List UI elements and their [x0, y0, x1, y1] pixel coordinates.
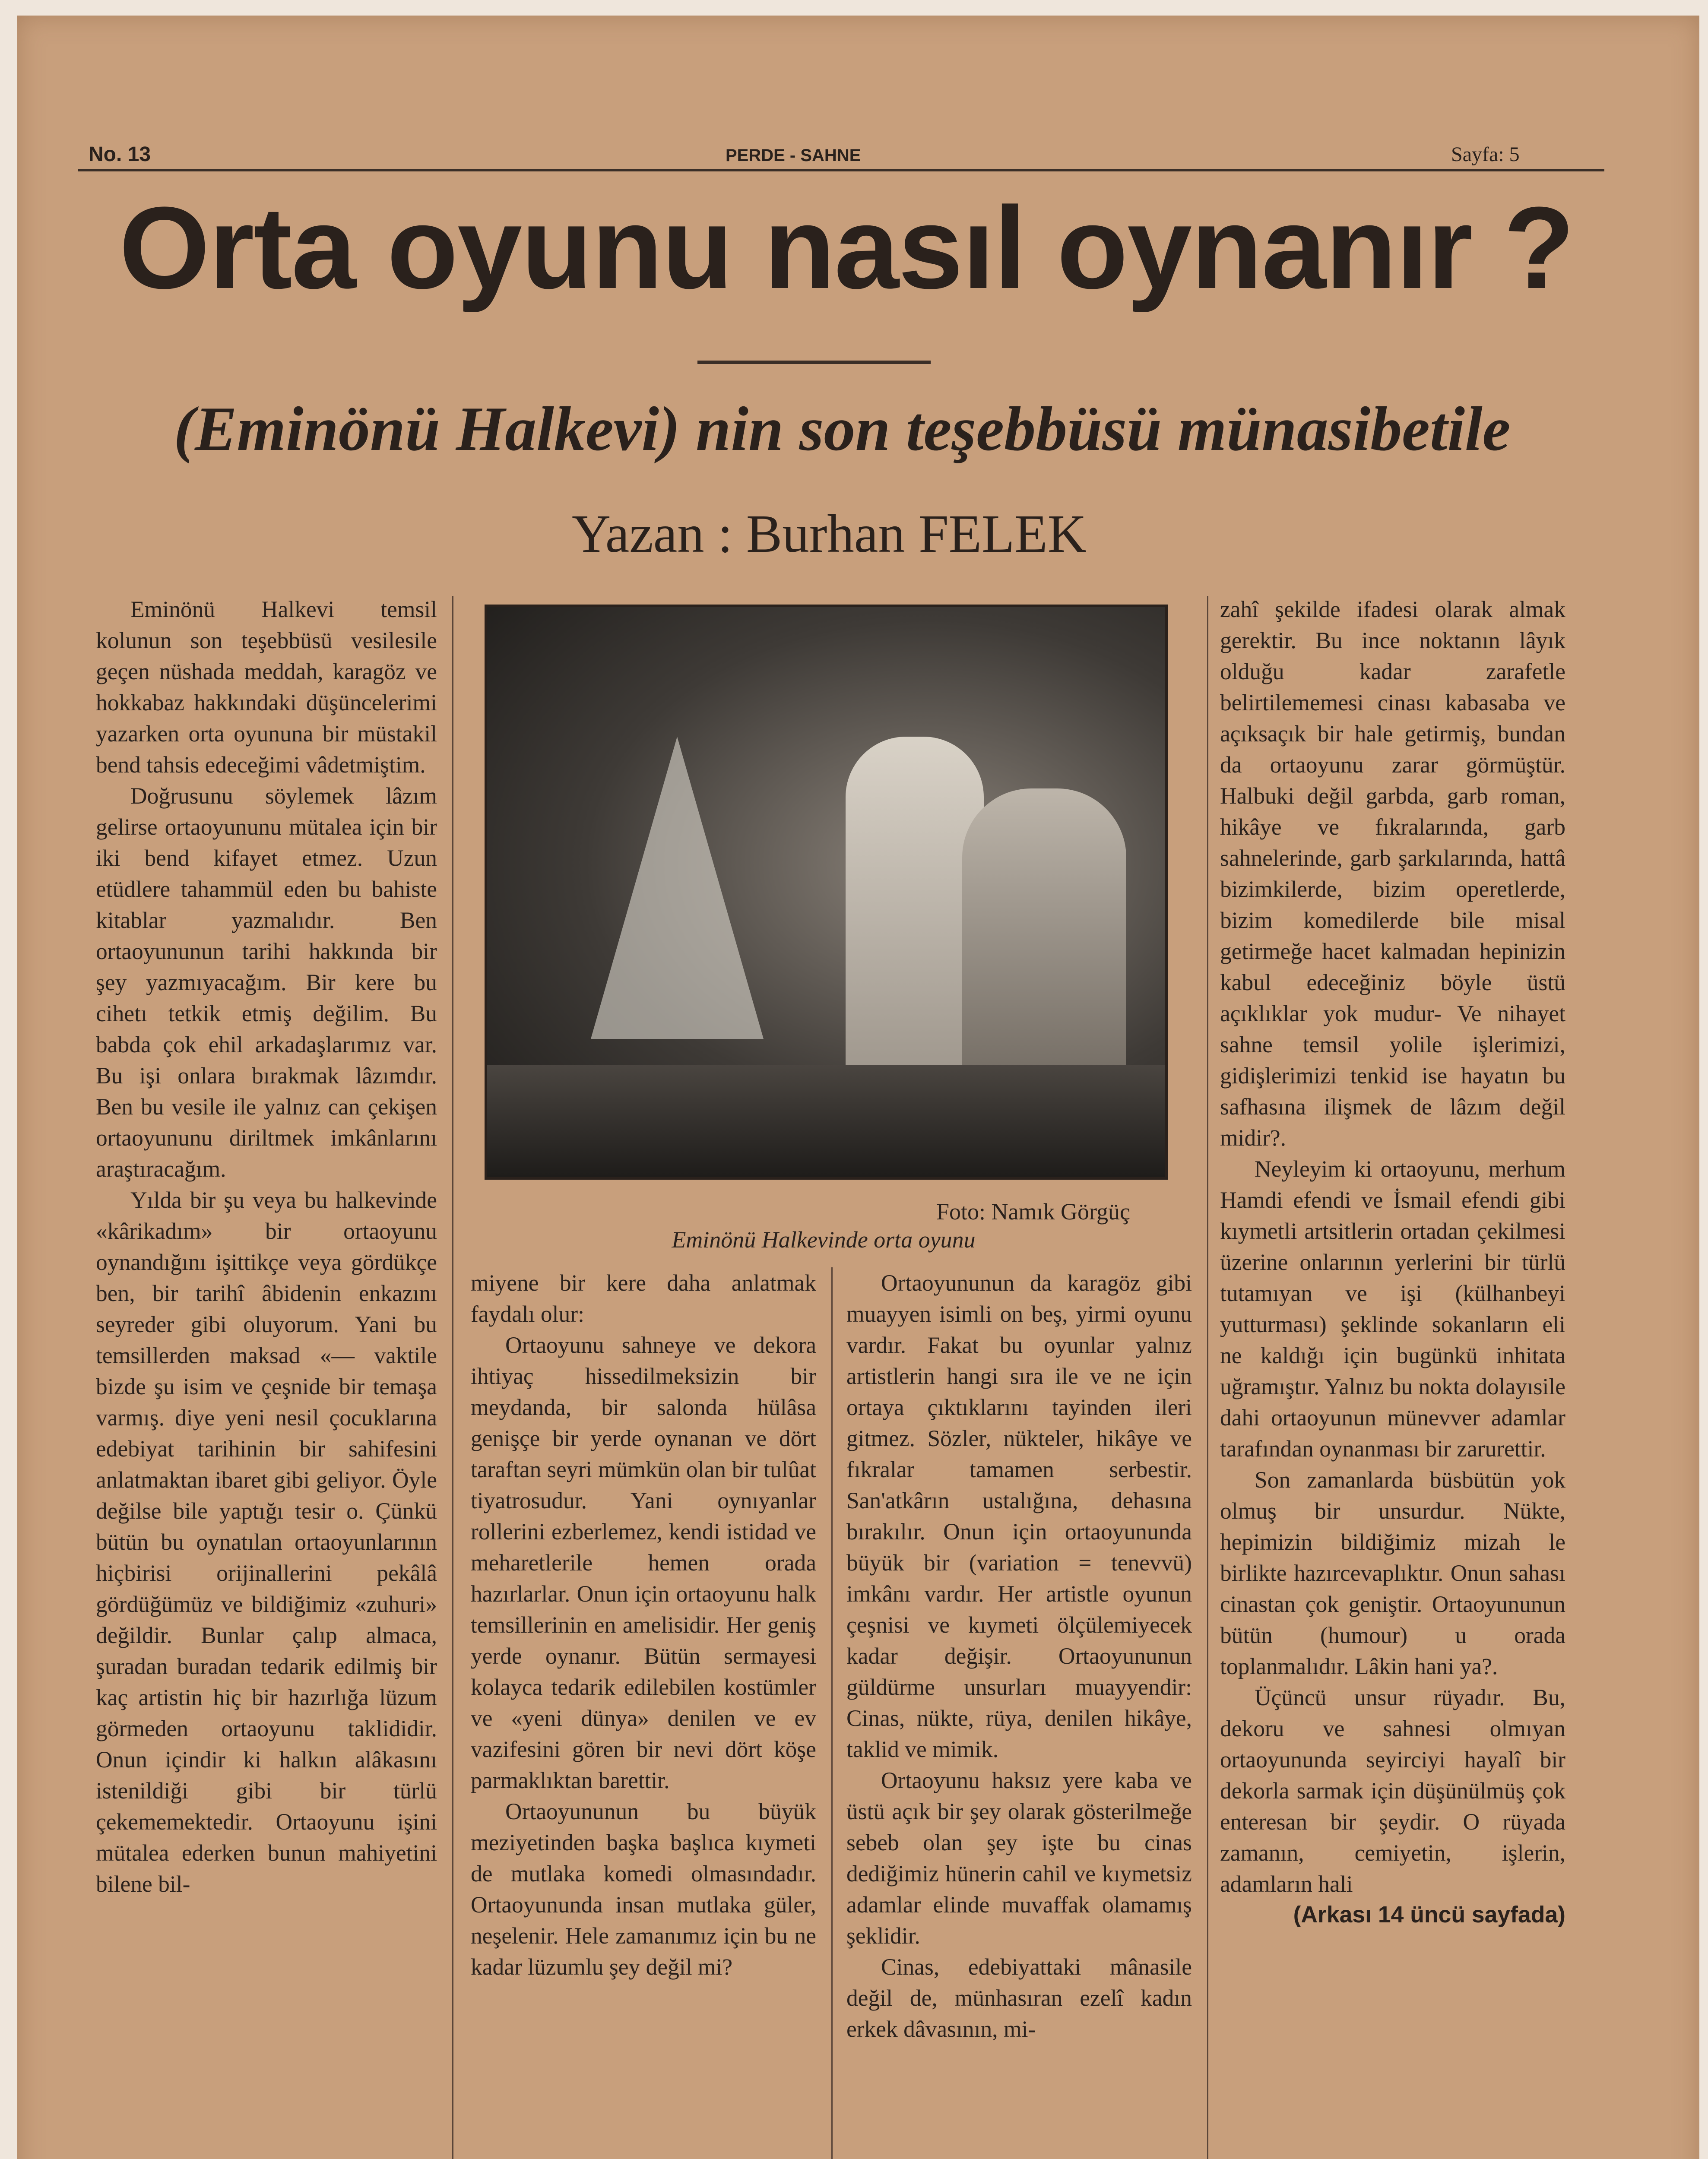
photo-credit: Foto: Namık Görgüç: [936, 1199, 1130, 1225]
photo-caption: Eminönü Halkevinde orta oyunu: [672, 1227, 976, 1253]
author-byline: Yazan : Burhan FELEK: [571, 504, 1087, 564]
paragraph: Üçüncü unsur rüyadır. Bu, dekoru ve sahnesi olmıyan ortaoyununda seyirciyi hayalî bir dekorla sarmak için düşünülmüş çok enteresan bir şeydir. O rüyada zamanın, cemiyetin, işlerin, adamların hali: [1220, 1684, 1565, 1897]
header-rule: [78, 169, 1604, 171]
issue-number: No. 13: [89, 143, 151, 166]
paragraph: Son zamanlarda büsbütün yok olmuş bir unsurdur. Nükte, hepimizin bildiğimiz mizah le birlikte hazırcevaplıktır. Onun sahası cinastan çok geniştir. Ortaoyununun bütün (humour) u orada toplanmalıdır. Lâkin hani ya?.: [1220, 1467, 1565, 1679]
ornament-divider: [697, 361, 931, 364]
column-2: [471, 1267, 816, 1982]
paragraph: Ortaoyunu haksız yere kaba ve üstü açık bir şey olarak gösterilmeğe sebeb olan şey işte bu cinas dediğimiz hünerin cahil ve kıymetsiz adamlar elinde muvaffak olamamış şeklidir.: [846, 1767, 1192, 1949]
paragraph: Ortaoyunu sahneye ve dekora ihtiyaç hissedilmeksizin bir meydanda, bir salonda hülâsa genişçe bir yerde oynanan ve dört taraftan seyri mümkün olan bir tulûat tiyatrosudur. Yani oynıyanlar rollerini ezberlemez, kendi istidad ve meharetlerile hemen orada hazırlarlar. Onun için ortaoyunu halk temsillerinin en amelisidir. Her geniş yerde oynanır. Bütün sermayesi kolayca tedarik edilebilen kostümler ve «yeni dünya» denilen ve ev vazifesini gören bir nevi dört köşe parmaklıktan barettir.: [471, 1332, 816, 1793]
article-subtitle: (Eminönü Halkevi) nin son teşebbüsü münasibetile: [174, 394, 1511, 464]
column-3: [846, 1267, 1192, 2045]
curtain-shape: [591, 737, 764, 1039]
publication-name: PERDE - SAHNE: [726, 146, 861, 165]
paragraph: Yılda bir şu veya bu halkevinde «kârikadım» bir ortaoyunu oynandığını işittikçe veya gördükçe ben, bir tarihî âbidenin enkazını seyreder gibi oluyorum. Yani bu temsillerden maksad «— vaktile bizde şu isim ve çeşnide bir temaşa varmış. diye yeni nesil çocuklarına edebiyat tarihinin bir sahifesini anlatmaktan ibaret gibi geliyor. Öyle değilse bile yaptığı tesir o. Çünkü bütün bu oynatılan ortaoyunlarının hiçbirisi orijinallerini pekâlâ gördüğümüz ve bildiğimiz «zuhuri» değildir. Bunlar çalıp almaca, şuradan buradan tedarik edilmiş bir kaç artistin hiç bir hazırlığa lüzum görmeden ortaoyunu taklididir. Onun içindir ki halkın alâkasını istenildiği gibi bir türlü çekememektedir. Ortaoyunu işini mütalea ederken bunun mahiyetini bilene bil-: [96, 1187, 437, 1897]
page-number: Sayfa: 5: [1451, 143, 1520, 166]
paragraph: Eminönü Halkevi temsil kolunun son teşebbüsü vesilesile geçen nüshada meddah, karagöz ve hokkabaz hakkındaki düşüncelerimi yazarken orta oyununa bir müstakil bend tahsis edeceğimi vâdetmiştim.: [96, 596, 437, 778]
column-divider: [1207, 596, 1208, 2159]
audience-shadow: [487, 1065, 1165, 1177]
paragraph: Cinas, edebiyattaki mânasile değil de, münhasıran ezelî kadın erkek dâvasının, mi-: [846, 1954, 1192, 2042]
column-1: [96, 594, 437, 1899]
column-4: [1220, 594, 1565, 1931]
article-title: Orta oyunu nasıl oynanır ?: [119, 183, 1574, 313]
paragraph: miyene bir kere daha anlatmak faydalı olur:: [471, 1270, 816, 1327]
continued-note: (Arkası 14 üncü sayfada): [1293, 1902, 1565, 1928]
theatre-photo: [485, 605, 1168, 1180]
column-divider: [452, 596, 453, 2159]
column-divider: [831, 1267, 833, 2159]
paragraph: Ortaoyununun bu büyük meziyetinden başka başlıca kıymeti de mutlaka komedi olmasındadır. Ortaoyununda insan mutlaka güler, neşelenir. Hele zamanımız için bu ne kadar lüzumlu şey değil mi?: [471, 1798, 816, 1980]
paragraph: Neyleyim ki ortaoyunu, merhum Hamdi efendi ve İsmail efendi gibi kıymetli artsitlerin ortadan çekilmesi üzerine onlarının yerlerini bir türlü tutamıyan ve işi (külhanbeyi yutturması) şeklinde sokanların eli ne kaldığı için bugünkü inhitata uğramıştır. Yalnız bu nokta dolayısile dahi ortaoyunun münevver adamlar tarafından oynanması bir zarurettir.: [1220, 1156, 1565, 1462]
paragraph: Doğrusunu söylemek lâzım gelirse ortaoyununu mütalea için bir iki bend kifayet etmez. Uzun etüdlere tahammül eden bu bahiste kitablar yazmalıdır. Ben ortaoyununun tarihi hakkında bir şey yazmıyacağım. Bir kere bu cihetı tetkik etmiş değilim. Bu babda çok ehil arkadaşlarımız var. Bu işi onlara bırakmak lâzımdır. Ben bu vesile ile yalnız can çekişen ortaoyununu diriltmek imkânlarını araştıracağım.: [96, 783, 437, 1182]
paragraph: Ortaoyununun da karagöz gibi muayyen isimli on beş, yirmi oyunu vardır. Fakat bu oyunlar yalnız artistlerin hangi sıra ile ve ne için ortaya çıktıklarını tayinden ileri gitmez. Sözler, nükteler, hikâye ve fıkralar tamamen serbestir. San'atkârın ustalığına, dehasına bırakılır. Onun için ortaoyununda büyük bir (variation = tenevvü) imkânı vardır. Her artistle oyunun çeşnisi ve kıymeti ölçülemiyecek kadar değişir. Ortaoyununun güldürme unsurları muayyendir: Cinas, nükte, rüya, denilen hikâye, taklid ve mimik.: [846, 1270, 1192, 1762]
paragraph: zahî şekilde ifadesi olarak almak gerektir. Bu ince noktanın lâyık olduğu kadar zarafetle belirtilememesi cinası kabasaba ve açıksaçık bir hale getirmiş, bundan da ortaoyunu zarar görmüştür. Halbuki değil garbda, garb roman, hikâye ve fıkralarında, garb sahnelerinde, garb şarkılarında, hattâ bizimkilerde, bizim operetlerde, bizim komedilerde bile misal getirmeğe hacet kalmadan hepinizin kabul edeceğiniz böyle üstü açıklıklar yok mudur- Ve nihayet sahne temsil yolile işlerimizi, gidişlerimizi tenkid ise hayatın bu safhasına ilişmek de lâzım değil midir?.: [1220, 596, 1565, 1151]
